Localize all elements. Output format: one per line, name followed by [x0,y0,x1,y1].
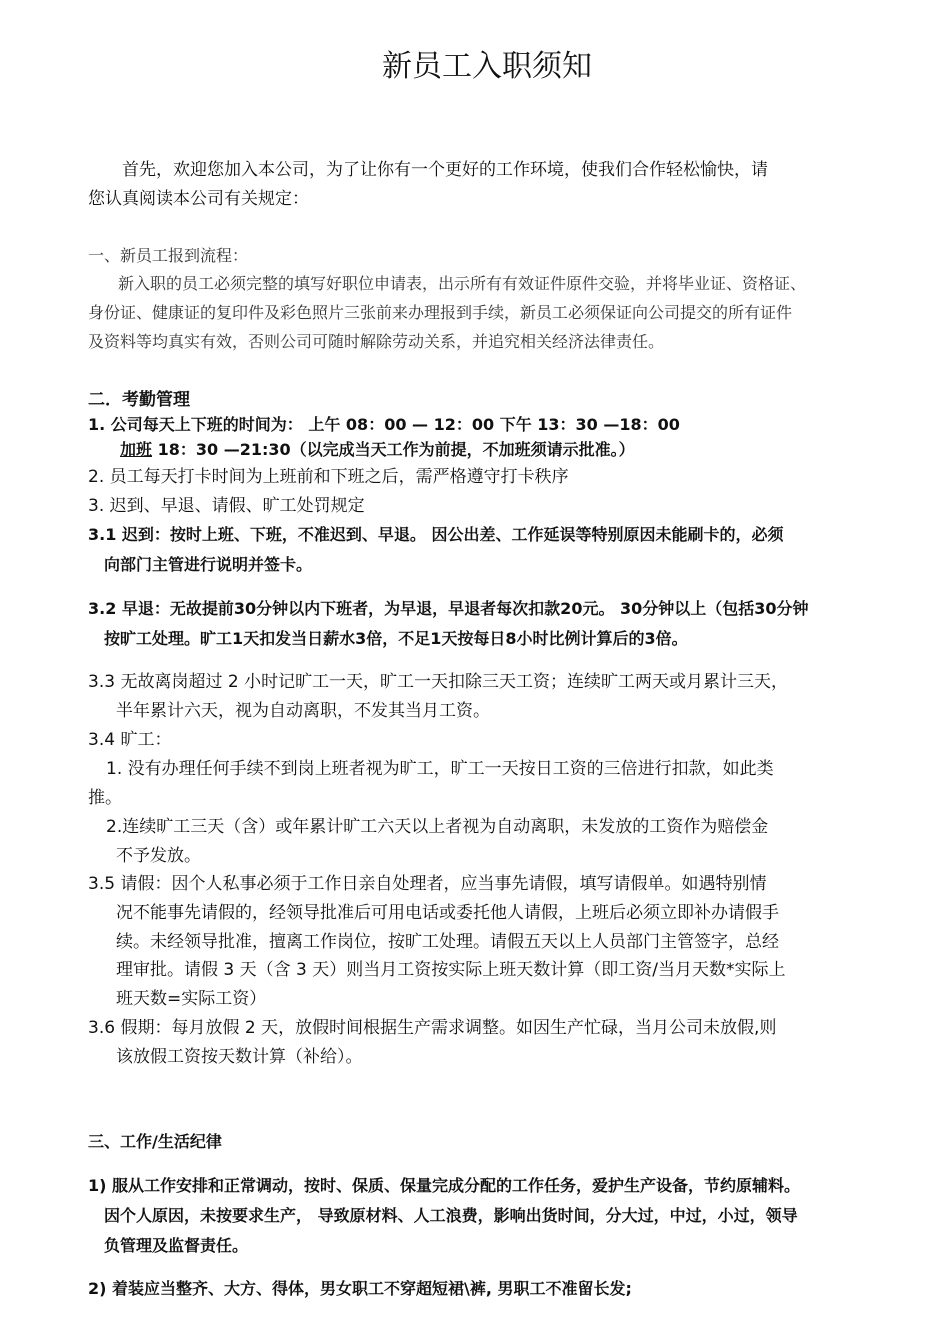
rule-3-5-line-2: 况不能事先请假的，经领导批准后可用电话或委托他人请假，上班后必须立即补办请假手 [116,903,779,923]
rule-3-5-line-3: 续。未经领导批准，擅离工作岗位，按旷工处理。请假五天以上人员部门主管签字，总经 [116,932,779,952]
rule-3-5-line-4: 理审批。请假 3 天（含 3 天）则当月工资按实际上班天数计算（即工资/当月天数*实际上 [116,960,786,980]
rule-3-5-line-1: 3.5 请假：因个人私事必须于工作日亲自处理者，应当事先请假，填写请假单。如遇特别情 [88,874,767,894]
section2-item-3: 3. 迟到、早退、请假、旷工处罚规定 [88,496,365,516]
section1-line-3: 及资料等均真实有效，否则公司可随时解除劳动关系，并追究相关经济法律责任。 [88,332,665,351]
section1-line-2: 身份证、健康证的复印件及彩色照片三张前来办理报到手续，新员工必须保证向公司提交的所有证件 [88,303,793,322]
rule-3-1-line-2: 向部门主管进行说明并签卡。 [104,555,313,574]
section2-item-2: 2. 员工每天打卡时间为上班前和下班之后，需严格遵守打卡秩序 [88,467,569,487]
rule-3-1-line-1: 3.1 迟到：按时上班、下班，不准迟到、早退。 因公出差、工作延误等特别原因未能刷卡的，必须 [88,525,784,544]
page-title: 新员工入职须知 [382,49,592,84]
rule-3-6-line-2: 该放假工资按天数计算（补给）。 [116,1047,363,1067]
rule-3-3-line-2: 半年累计六天，视为自动离职，不发其当月工资。 [116,701,490,721]
rule-3-6-line-1: 3.6 假期：每月放假 2 天，放假时间根据生产需求调整。如因生产忙碌，当月公司未放假,则 [88,1018,777,1038]
rule-3-2-line-1: 3.2 早退：无故提前30分钟以内下班者，为早退，早退者每次扣款20元。 30分钟以上（包括30分钟 [88,599,809,618]
section1-heading: 一、新员工报到流程： [88,246,249,265]
rule-3-4-item-2b: 不予发放。 [116,846,201,866]
rule-3-4-item-1b: 推。 [88,788,122,808]
rule-3-2-line-2: 按旷工处理。旷工1天扣发当日薪水3倍，不足1天按每日8小时比例计算后的3倍。 [104,629,688,648]
discipline-1-line-3: 负管理及监督责任。 [104,1236,249,1255]
discipline-2: 2) 着装应当整齐、大方、得体，男女职工不穿超短裙\裤, 男职工不准留长发; [88,1279,632,1298]
section3-heading: 三、工作/生活纪律 [88,1132,222,1151]
rule-3-5-line-5: 班天数=实际工资） [116,989,267,1009]
section2-heading: 二．考勤管理 [88,390,190,410]
overtime-text: 18：30 —21:30（以完成当天工作为前提，不加班须请示批准。） [152,440,635,459]
intro-line-1: 首先，欢迎您加入本公司，为了让你有一个更好的工作环境，使我们合作轻松愉快，请 [122,160,768,180]
overtime-label: 加班 [120,440,153,459]
rule-3-4-item-2a: 2.连续旷工三天（含）或年累计旷工六天以上者视为自动离职，未发放的工资作为赔偿金 [106,817,769,837]
rule-3-3-line-1: 3.3 无故离岗超过 2 小时记旷工一天，旷工一天扣除三天工资；连续旷工两天或月累计三天， [88,672,789,692]
discipline-1-line-1: 1) 服从工作安排和正常调动，按时、保质、保量完成分配的工作任务，爱护生产设备，节约原辅料。 [88,1176,801,1195]
intro-line-2: 您认真阅读本公司有关规定： [88,189,309,209]
rule-3-4-heading: 3.4 旷工： [88,730,172,750]
section2-item-1b [120,442,635,458]
rule-3-4-item-1a: 1. 没有办理任何手续不到岗上班者视为旷工，旷工一天按日工资的三倍进行扣款，如此类 [106,759,774,779]
section1-line-1: 新入职的员工必须完整的填写好职位申请表，出示所有有效证件原件交验，并将毕业证、资格证、 [118,274,807,293]
section2-item-1: 1. 公司每天上下班的时间为： 上午 08：00 — 12：00 下午 13：30 —18：00 [88,415,680,434]
discipline-1-line-2: 因个人原因，未按要求生产， 导致原材料、人工浪费，影响出货时间，分大过，中过，小过，领导 [104,1206,798,1225]
